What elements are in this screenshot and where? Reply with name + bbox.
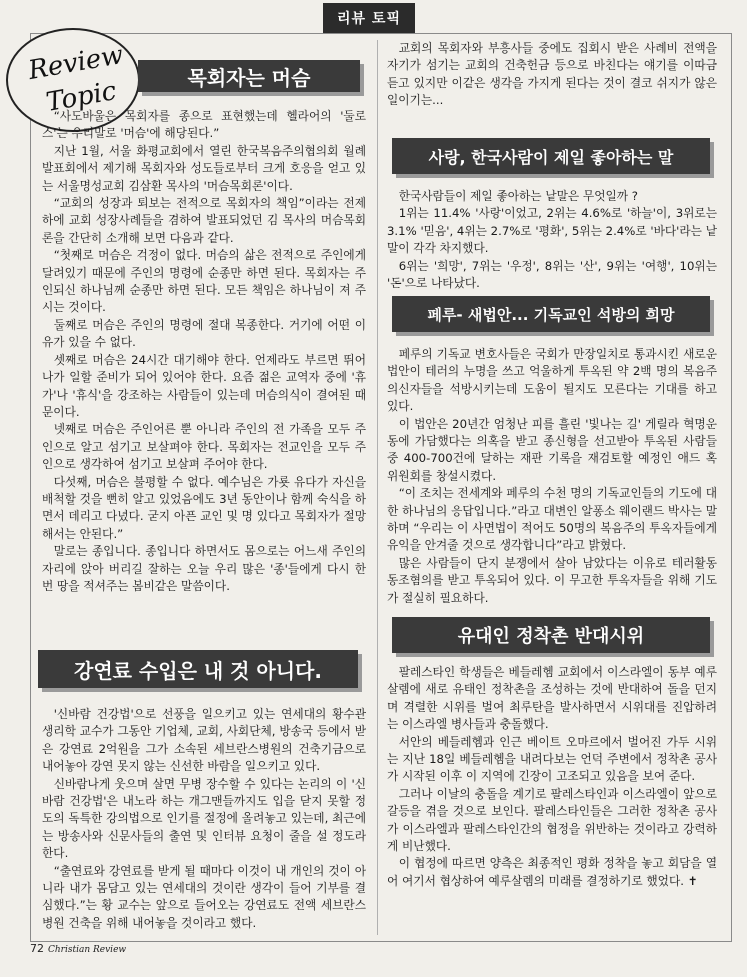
paragraph: 페루의 기독교 변호사들은 국회가 만장일치로 통과시킨 새로운 법안이 테러의 누명을 쓰고 억울하게 투옥된 약 2백 명의 복음주의신자들을 석방시키는데 도움이 될지도 모른다는 기대를 하고 있다. [387, 347, 717, 414]
paragraph: 이 법안은 20년간 엄청난 피를 흘린 '빛나는 길' 게릴라 혁명운동에 가담했다는 의혹을 받고 종신형을 선고받아 투옥된 사람들 중 400-700건에 달하는 재판 기록을 재검토할 예정인 애드 혹 위원회를 창설시켰다. [387, 416, 717, 483]
paragraph: “첫째로 머슴은 걱정이 없다. 머슴의 삶은 전적으로 주인에게 달려있기 때문에 주인의 명령에 순종만 하면 된다. 목회자는 주인되신 하나님께 순종만 하면 된다. 모든 책임은 하나님이 져 주시는 것이다. [42, 248, 366, 315]
paragraph: 6위는 '희망', 7위는 '우정', 8위는 '산', 9위는 '여행', 10위는 '돈'으로 나타났다. [387, 258, 717, 290]
paragraph: 지난 1월, 서울 화평교회에서 열린 한국복음주의협의회 월례발표회에서 제기해 목회자와 성도들로부터 크게 호응을 얻고 있는 서울명성교회 김삼환 목사의 '머슴목회론'이다. [42, 143, 366, 193]
paragraph: '신바람 건강법'으로 선풍을 일으키고 있는 연세대의 황수관 생리학 교수가 그동안 기업체, 교회, 사회단체, 방송국 등에서 받은 강연료 2억원을 그가 소속된 세브란스병원의 건축기금으로 내어놓아 강연 못지 않는 신선한 바람을 일으키고 있다. [42, 707, 366, 774]
paragraph: 그러나 이날의 충돌을 계기로 팔레스타인과 이스라엘이 앞으로 갈등을 겪을 것으로 보인다. 팔레스타인들은 그러한 정착촌 공사가 이스라엘과 팔레스타인간의 협정을 위반하는 것이라고 강력하게 비난했다. [387, 786, 717, 854]
paragraph: 팔레스타인 학생들은 베들레헴 교회에서 이스라엘이 동부 예루살렘에 새로 유태인 정착촌을 조성하는 것에 반대하여 돌을 던지며 격렬한 시위를 벌여 최루탄을 발사하면서 시위대를 진압하려는 이스라엘 병사들과 충돌했다. [387, 665, 717, 732]
article-2-headline: 강연료 수입은 내 것 아니다. [38, 650, 358, 688]
magazine-name: Christian Review [48, 945, 127, 955]
article-3-headline: 사랑, 한국사람이 제일 좋아하는 말 [392, 138, 710, 174]
article-3-body [387, 188, 717, 290]
article-1-body [42, 108, 366, 646]
logo-line-1: Review [26, 39, 126, 87]
paragraph: 서안의 베들레헴과 인근 베이트 오마르에서 벌어진 가두 시위는 지난 18일 베들레헴을 내려다보는 언덕 주변에서 정착촌 공사가 시작된 이후 이 지역에 긴장이 고조되고 있음을 보여 준다. [387, 734, 717, 784]
article-2-continued [387, 40, 717, 134]
article-1-headline: 목회자는 머슴 [138, 60, 360, 92]
paragraph: 둘째로 머슴은 주인의 명령에 절대 복종한다. 거기에 어떤 이유가 있을 수 없다. [42, 317, 366, 350]
paragraph: 많은 사람들이 단지 분쟁에서 살아 남았다는 이유로 테러활동 동조혐의를 받고 투옥되어 있다. 이 무고한 투옥자들을 위해 기도가 절실히 필요하다. [387, 555, 717, 605]
column-divider [377, 40, 378, 935]
paragraph: 셋째로 머슴은 24시간 대기해야 한다. 언제라도 부르면 뛰어나가 일할 준비가 되어 있어야 한다. 요즘 젊은 교역자 중에 '휴가'나 '휴식'을 강조하는 사람들이 있는데 머슴의식이 결여된 때문이다. [42, 352, 366, 419]
paragraph: 교회의 목회자와 부흥사들 중에도 집회시 받은 사례비 전액을 자기가 섬기는 교회의 건축헌금 등으로 바친다는 얘기를 이따금 듣고 있지만 이같은 생각을 가지게 된다는 것이 결코 쉬지가 않은 일이기는... [387, 41, 717, 108]
article-5-headline: 유대인 정착촌 반대시위 [392, 617, 710, 653]
article-4-body [387, 346, 717, 610]
paragraph: 신바람나게 웃으며 살면 무병 장수할 수 있다는 논리의 이 '신바람 건강법'은 내노라 하는 개그맨들까지도 입을 닫지 못할 정도의 독특한 강의법으로 인기를 절정에 올려놓고 있는데, 최근에는 방송사와 신문사들의 출연 및 인터뷰 요청이 줄을 설 정도라 한다. [42, 776, 366, 861]
paragraph: 한국사람들이 제일 좋아하는 낱말은 무엇일까 ? [398, 189, 638, 203]
paragraph: 1위는 11.4% '사랑'이었고, 2위는 4.6%로 '하늘'이, 3위로는 3.1% '믿음', 4위는 2.7%로 '평화', 5위는 2.4%로 '바다'라는 낱말이 각각 차지했다. [387, 206, 717, 256]
paragraph: 넷째로 머슴은 주인어른 뿐 아니라 주인의 전 가족을 모두 주인으로 알고 섬기고 보살펴야 한다. 목회자는 전교인을 모두 주인으로 생각하여 섬기고 보살펴 주어야 한다. [42, 422, 366, 472]
cross-end-mark: ✝ [687, 873, 698, 888]
paragraph [387, 855, 717, 890]
article-2-body [42, 706, 366, 934]
page-number: 72 [30, 942, 44, 955]
paragraph: 다섯째, 머슴은 불평할 수 없다. 예수님은 가룟 유다가 자신을 배척할 것을 뻔히 알고 있었음에도 3년 동안이나 함께 숙식을 하면서 데리고 다녔다. 굳지 아픈 교인 및 명 있다고 목회자가 절망해서는 안된다.” [42, 474, 366, 541]
page-footer [30, 942, 126, 955]
paragraph: “교회의 성장과 퇴보는 전적으로 목회자의 책임”이라는 전제하에 교회 성장사례들을 겸하여 발표되었던 김 목사의 머슴목회론을 간단히 소개해 보면 다음과 같다. [42, 196, 366, 245]
section-tab: 리뷰 토픽 [323, 3, 415, 33]
paragraph: “이 조치는 전세계와 페루의 수천 명의 기독교인들의 기도에 대한 하나님의 응답입니다.”라고 대변인 알퐁소 웨이랜드 박사는 말하며 “우리는 이 사면법이 적어도 50명의 복음주의 투옥자들에게 유익을 안겨줄 것으로 생각합니다”라고 밝혔다. [387, 486, 717, 553]
paragraph-text: 이 협정에 따르면 양측은 최종적인 평화 정착을 놓고 회담을 열어 여기서 협상하여 예루살렘의 미래를 결정하기로 했었다. [387, 856, 717, 888]
paragraph: “출연료와 강연료를 받게 될 때마다 이것이 내 개인의 것이 아니라 내가 몸담고 있는 연세대의 것이란 생각이 들어 기부를 결심했다.”는 황 교수는 앞으로 들어오는 강연료도 전액 세브란스 병원 건축을 위해 내어놓을 것이라고 했다. [42, 863, 366, 930]
logo-line-2: Topic [43, 76, 119, 118]
paragraph: 말로는 종입니다. 종입니다 하면서도 몸으로는 어느새 주인의 자리에 앉아 버리길 잘하는 오늘 우리 많은 '종'들에게 다시 한 번 땅을 적셔주는 봄비같은 말씀이다. [42, 544, 366, 593]
article-5-body [387, 664, 717, 934]
paragraph: “사도바울은 목회자를 종으로 표현했는데 헬라어의 '둘로스'는 우리말로 '머슴'에 해당된다.” [42, 109, 366, 141]
article-4-headline: 페루- 새법안... 기독교인 석방의 희망 [392, 296, 710, 332]
